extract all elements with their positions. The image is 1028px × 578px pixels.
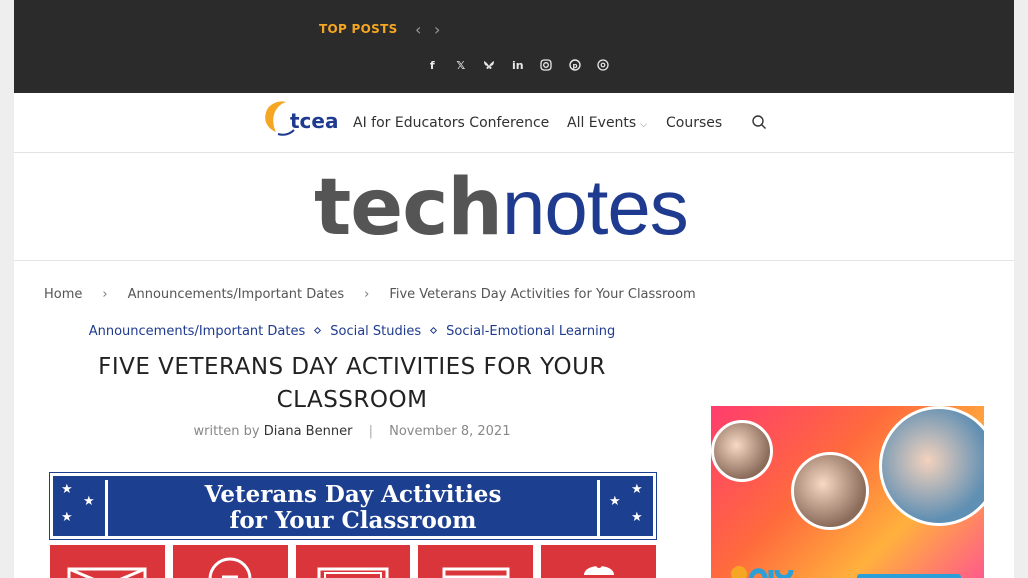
chevron-right-icon[interactable]: ›: [434, 20, 441, 39]
logo-text: tcea: [290, 109, 339, 133]
hero-title: [53, 482, 653, 534]
post-meta: [14, 424, 690, 439]
star-icon: ★: [61, 482, 73, 497]
scroll-tile: [418, 545, 533, 578]
star-icon: ★: [83, 494, 95, 509]
breadcrumb-category[interactable]: Announcements/Important Dates: [127, 287, 345, 302]
linkedin-icon[interactable]: in: [511, 58, 524, 72]
svg-text:p: p: [572, 62, 578, 70]
site-logo-technotes[interactable]: [314, 153, 688, 261]
main-nav: [14, 93, 1014, 153]
post-date: November 8, 2021: [389, 424, 511, 439]
breadcrumb-current: Five Veterans Day Activities for Your Classroom: [389, 287, 696, 302]
star-icon: ★: [631, 510, 643, 525]
social-links: [418, 56, 618, 74]
chevron-left-icon[interactable]: ‹: [415, 20, 422, 39]
breadcrumb: [44, 287, 696, 302]
author-link[interactable]: Diana Benner: [263, 424, 353, 439]
x-icon[interactable]: 𝕏: [456, 58, 466, 72]
category-link[interactable]: Social-Emotional Learning: [446, 324, 616, 339]
sidebar-ad[interactable]: [711, 406, 984, 578]
masthead-notes: notes: [501, 163, 688, 251]
pinterest-icon[interactable]: [561, 56, 590, 74]
screen-tile: [296, 545, 411, 578]
star-icon: ★: [61, 510, 73, 525]
ad-cta-bar: [857, 574, 961, 578]
nav-all-events[interactable]: [567, 115, 647, 131]
category-link[interactable]: Announcements/Important Dates: [88, 324, 306, 339]
instagram-icon[interactable]: [532, 56, 561, 74]
chevron-down-icon: ⌵: [640, 120, 648, 130]
diamond-separator-icon: [314, 327, 321, 334]
ad-logo: [725, 552, 815, 578]
screen-icon: [315, 555, 391, 578]
breadcrumb-home[interactable]: Home: [44, 287, 83, 302]
hero-banner: [50, 473, 656, 539]
category-link[interactable]: Social Studies: [330, 324, 422, 339]
threads-icon[interactable]: [589, 56, 618, 74]
nav-courses[interactable]: Courses: [666, 115, 723, 131]
ad-logo-icon: [725, 552, 815, 578]
facebook-icon[interactable]: f: [429, 58, 435, 72]
hero-tiles: [50, 545, 656, 578]
ad-photo: [791, 452, 869, 530]
search-icon[interactable]: [751, 114, 767, 130]
meta-divider: |: [368, 424, 373, 439]
post-categories: [14, 324, 690, 339]
post-title: FIVE VETERANS DAY ACTIVITIES FOR YOUR CLASSROOM: [98, 354, 606, 413]
masthead-tech: tech: [314, 163, 502, 253]
nav-ai-conference[interactable]: AI for Educators Conference: [353, 115, 550, 131]
hero-title-line2: for Your Classroom: [229, 507, 477, 534]
bluesky-icon[interactable]: [475, 56, 504, 74]
military-cap-icon: [574, 555, 624, 578]
tcea-logo[interactable]: [256, 98, 340, 140]
chevron-right-icon: ›: [102, 287, 108, 302]
badge-icon: [205, 555, 255, 578]
scroll-icon: [438, 555, 514, 578]
badge-tile: [173, 545, 288, 578]
envelope-tile: [50, 545, 165, 578]
featured-image[interactable]: [50, 473, 656, 578]
ad-photo: [711, 420, 773, 482]
star-icon: ★: [631, 482, 643, 497]
hero-title-line1: Veterans Day Activities: [204, 481, 502, 508]
top-bar: [14, 0, 1014, 93]
cap-tile: [541, 545, 656, 578]
diamond-separator-icon: [430, 327, 437, 334]
envelope-icon: [67, 555, 147, 578]
nav-all-events-label: All Events: [567, 115, 637, 131]
ad-photo: [879, 406, 984, 526]
star-icon: ★: [609, 494, 621, 509]
top-posts-label: TOP POSTS: [319, 22, 398, 36]
written-by-label: written by: [193, 424, 260, 439]
chevron-right-icon: ›: [364, 287, 370, 302]
site-masthead: [14, 153, 1014, 261]
